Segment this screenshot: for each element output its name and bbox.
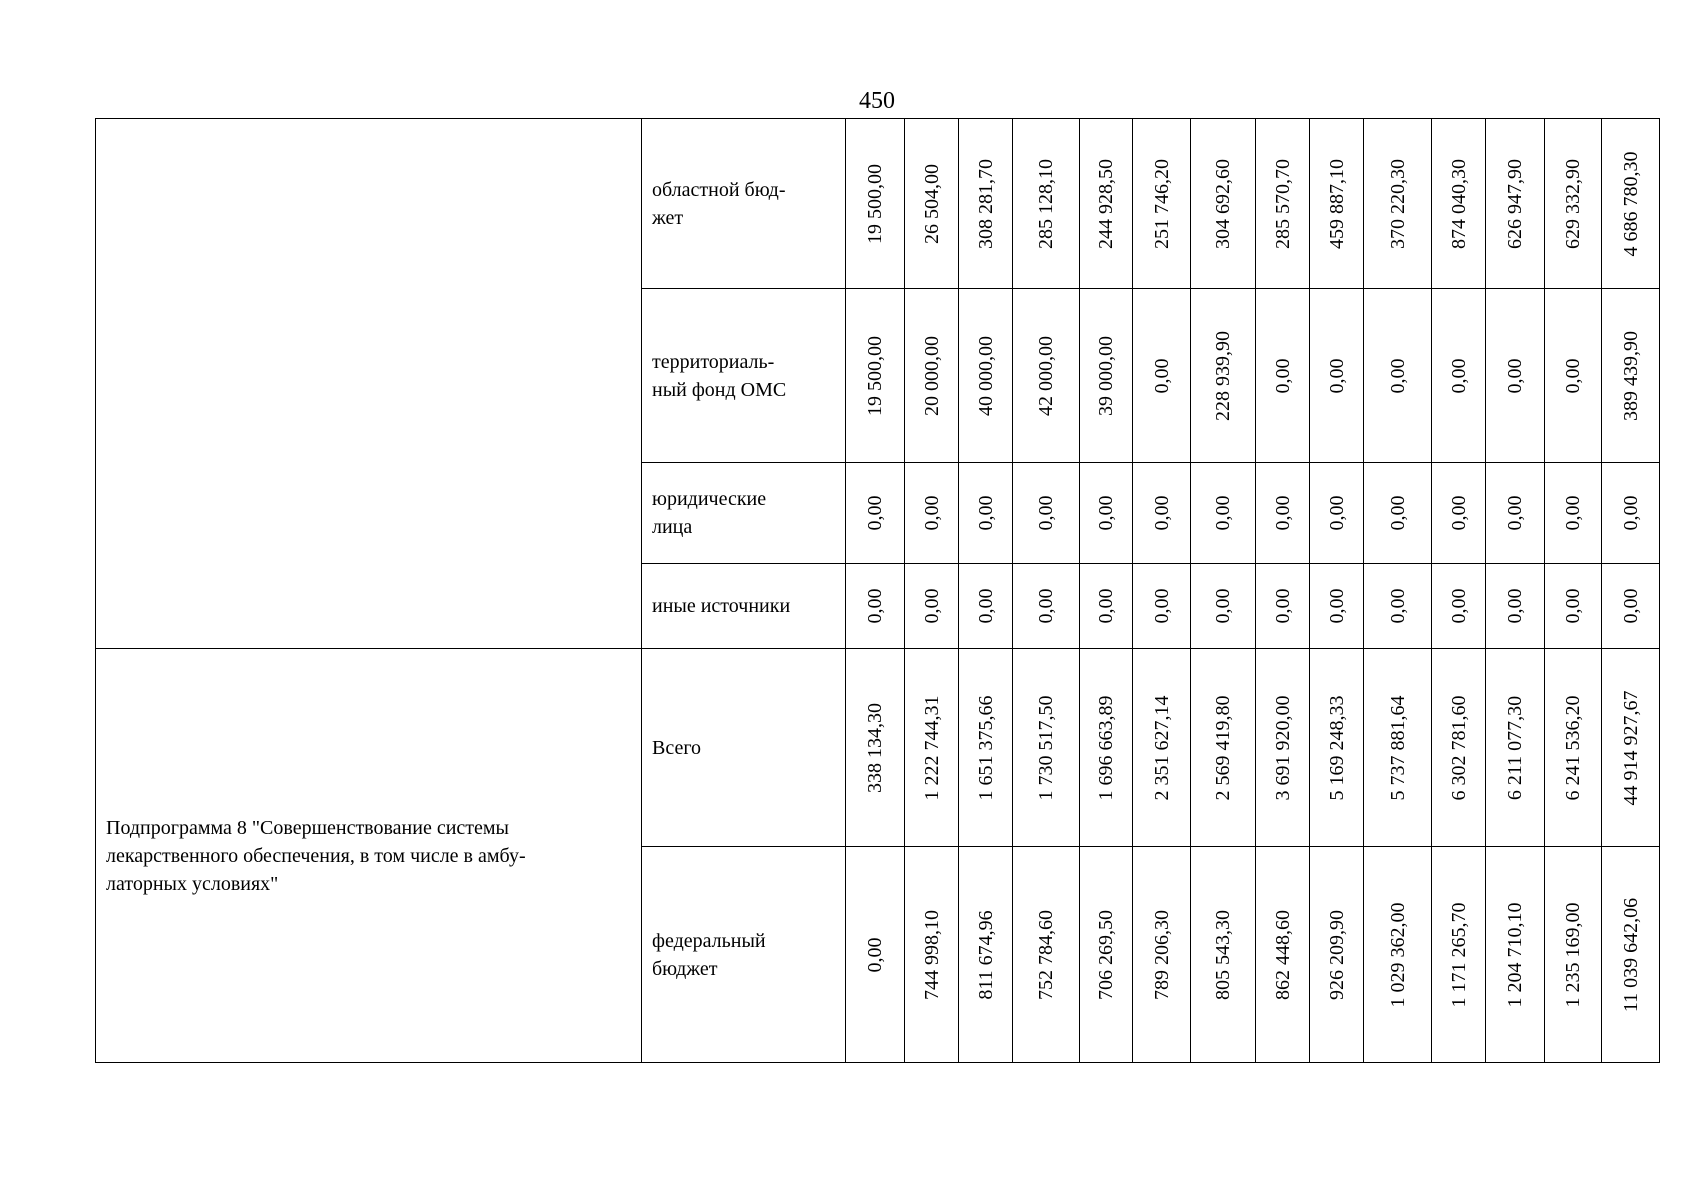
funding-source-cell: Всего	[642, 649, 846, 847]
value-text: 0,00	[1619, 588, 1642, 624]
value-cell	[1080, 847, 1133, 1063]
value-text: 926 209,90	[1325, 909, 1348, 1000]
value-text: 0,00	[1150, 588, 1173, 624]
value-text: 3 691 920,00	[1271, 695, 1294, 800]
value-text: 1 204 710,10	[1504, 902, 1526, 1007]
value-text: 5 169 248,33	[1325, 695, 1348, 800]
value-text: 1 651 375,66	[974, 695, 997, 800]
value-cell	[1545, 847, 1602, 1063]
value-text: 0,00	[1504, 495, 1526, 531]
value-cell	[1432, 289, 1486, 463]
value-cell	[1432, 649, 1486, 847]
value-cell	[1080, 564, 1133, 649]
value-cell	[905, 564, 959, 649]
funding-source-cell: иные источники	[642, 564, 846, 649]
value-cell	[1602, 847, 1660, 1063]
value-cell	[1191, 564, 1256, 649]
value-cell	[1080, 119, 1133, 289]
value-text: 789 206,30	[1150, 909, 1173, 1000]
value-cell	[1191, 847, 1256, 1063]
value-cell	[1310, 119, 1364, 289]
funding-source-cell: областной бюд- жет	[642, 119, 846, 289]
value-cell	[1364, 564, 1432, 649]
value-cell	[846, 649, 905, 847]
funding-source-cell: юридические лица	[642, 463, 846, 564]
funding-source-cell: федеральный бюджет	[642, 847, 846, 1063]
value-text: 0,00	[1035, 495, 1057, 531]
value-text: 308 281,70	[974, 158, 997, 249]
value-text: 1 730 517,50	[1035, 695, 1057, 800]
value-cell	[959, 289, 1013, 463]
value-text: 0,00	[1150, 358, 1173, 393]
value-text: 1 222 744,31	[920, 695, 943, 800]
value-cell	[1013, 564, 1080, 649]
program-name-cell	[96, 119, 642, 649]
value-cell	[1364, 119, 1432, 289]
table-row	[96, 649, 1660, 847]
value-text: 459 887,10	[1325, 158, 1348, 249]
value-text: 0,00	[1562, 358, 1584, 393]
value-text: 0,00	[864, 588, 886, 624]
value-cell	[905, 463, 959, 564]
value-cell	[846, 847, 905, 1063]
value-text: 0,00	[1562, 495, 1584, 531]
value-cell	[1080, 649, 1133, 847]
value-text: 0,00	[1447, 495, 1470, 531]
value-cell	[1602, 564, 1660, 649]
value-cell	[1256, 564, 1310, 649]
value-cell	[1133, 847, 1191, 1063]
value-text: 1 696 663,89	[1095, 695, 1117, 800]
value-text: 42 000,00	[1035, 335, 1057, 416]
value-cell	[905, 289, 959, 463]
value-cell	[1432, 463, 1486, 564]
value-text: 752 784,60	[1035, 909, 1057, 1000]
value-cell	[1310, 564, 1364, 649]
value-text: 6 302 781,60	[1447, 695, 1470, 800]
value-text: 805 543,30	[1212, 909, 1234, 1000]
value-cell	[1486, 289, 1545, 463]
value-text: 0,00	[1447, 588, 1470, 624]
value-cell	[1133, 564, 1191, 649]
value-cell	[1133, 119, 1191, 289]
value-cell	[1486, 564, 1545, 649]
value-cell	[1013, 119, 1080, 289]
value-text: 0,00	[1386, 358, 1409, 393]
value-text: 0,00	[864, 495, 886, 531]
value-text: 6 241 536,20	[1562, 695, 1584, 800]
value-text: 1 171 265,70	[1447, 902, 1470, 1007]
value-cell	[1256, 289, 1310, 463]
value-cell	[1545, 463, 1602, 564]
value-text: 0,00	[1386, 495, 1409, 531]
value-cell	[959, 564, 1013, 649]
value-cell	[1310, 649, 1364, 847]
value-cell	[1364, 289, 1432, 463]
value-cell	[1191, 119, 1256, 289]
value-cell	[1133, 289, 1191, 463]
value-text: 0,00	[864, 937, 886, 972]
value-cell	[1486, 847, 1545, 1063]
value-text: 370 220,30	[1386, 158, 1409, 249]
value-cell	[1545, 289, 1602, 463]
value-cell	[1486, 119, 1545, 289]
value-cell	[1432, 847, 1486, 1063]
value-cell	[1545, 119, 1602, 289]
value-text: 6 211 077,30	[1504, 695, 1526, 800]
value-text: 0,00	[1095, 495, 1117, 531]
value-cell	[846, 289, 905, 463]
value-text: 0,00	[1504, 588, 1526, 624]
value-text: 0,00	[1035, 588, 1057, 624]
value-text: 2 569 419,80	[1212, 695, 1234, 800]
value-cell	[1013, 847, 1080, 1063]
value-text: 862 448,60	[1271, 909, 1294, 1000]
value-cell	[846, 119, 905, 289]
value-cell	[1545, 564, 1602, 649]
value-text: 39 000,00	[1095, 335, 1117, 416]
value-cell	[1133, 649, 1191, 847]
value-cell	[846, 564, 905, 649]
value-text: 5 737 881,64	[1386, 695, 1409, 800]
value-text: 0,00	[974, 495, 997, 531]
value-cell	[1013, 463, 1080, 564]
value-cell	[1364, 649, 1432, 847]
value-text: 285 128,10	[1035, 158, 1057, 249]
value-cell	[1602, 119, 1660, 289]
value-text: 0,00	[1150, 495, 1173, 531]
value-cell	[1256, 119, 1310, 289]
value-cell	[905, 649, 959, 847]
value-cell	[905, 119, 959, 289]
value-text: 40 000,00	[974, 335, 997, 416]
value-cell	[1256, 847, 1310, 1063]
value-cell	[1602, 463, 1660, 564]
value-cell	[1486, 649, 1545, 847]
value-text: 389 439,90	[1619, 330, 1642, 421]
value-cell	[1191, 463, 1256, 564]
value-text: 1 235 169,00	[1562, 902, 1584, 1007]
value-cell	[905, 847, 959, 1063]
value-text: 26 504,00	[920, 163, 943, 244]
value-cell	[1310, 289, 1364, 463]
value-cell	[1256, 463, 1310, 564]
value-cell	[1133, 463, 1191, 564]
value-text: 19 500,00	[864, 335, 886, 416]
value-text: 20 000,00	[920, 335, 943, 416]
value-cell	[1080, 463, 1133, 564]
value-text: 44 914 927,67	[1619, 690, 1642, 805]
value-text: 626 947,90	[1504, 158, 1526, 249]
value-cell	[1432, 564, 1486, 649]
value-text: 629 332,90	[1562, 158, 1584, 249]
table-row	[96, 119, 1660, 289]
value-text: 0,00	[1386, 588, 1409, 624]
value-cell	[1602, 289, 1660, 463]
value-cell	[1080, 289, 1133, 463]
value-text: 244 928,50	[1095, 158, 1117, 249]
value-text: 338 134,30	[864, 702, 886, 793]
value-text: 1 029 362,00	[1386, 902, 1409, 1007]
value-cell	[1013, 289, 1080, 463]
value-text: 0,00	[1271, 358, 1294, 393]
value-text: 2 351 627,14	[1150, 695, 1173, 800]
value-cell	[959, 847, 1013, 1063]
value-text: 0,00	[1271, 495, 1294, 531]
funding-source-cell: территориаль- ный фонд ОМС	[642, 289, 846, 463]
value-text: 4 686 780,30	[1619, 151, 1642, 256]
value-cell	[1191, 289, 1256, 463]
value-text: 0,00	[1212, 495, 1234, 531]
value-cell	[1310, 463, 1364, 564]
value-text: 228 939,90	[1212, 330, 1234, 421]
value-text: 0,00	[1325, 495, 1348, 531]
value-text: 11 039 642,06	[1619, 897, 1642, 1012]
value-text: 251 746,20	[1150, 158, 1173, 249]
value-text: 874 040,30	[1447, 158, 1470, 249]
value-cell	[1364, 463, 1432, 564]
value-cell	[1191, 649, 1256, 847]
value-cell	[1602, 649, 1660, 847]
value-cell	[1013, 649, 1080, 847]
program-name-cell: Подпрограмма 8 "Совершенствование системы лекарственного обеспечения, в том числе в амбу- латорных условиях"	[96, 649, 642, 1063]
value-cell	[959, 463, 1013, 564]
value-text: 304 692,60	[1212, 158, 1234, 249]
value-cell	[1364, 847, 1432, 1063]
value-text: 0,00	[1271, 588, 1294, 624]
value-text: 0,00	[1619, 495, 1642, 531]
value-text: 0,00	[920, 588, 943, 624]
value-cell	[1545, 649, 1602, 847]
value-cell	[1486, 463, 1545, 564]
budget-table	[95, 118, 1660, 1063]
page-number: 450	[859, 88, 895, 114]
value-cell	[1432, 119, 1486, 289]
value-text: 285 570,70	[1271, 158, 1294, 249]
value-text: 0,00	[1325, 358, 1348, 393]
value-cell	[846, 463, 905, 564]
value-text: 0,00	[974, 588, 997, 624]
value-text: 0,00	[1562, 588, 1584, 624]
value-text: 0,00	[1325, 588, 1348, 624]
value-text: 706 269,50	[1095, 909, 1117, 1000]
value-text: 0,00	[1095, 588, 1117, 624]
value-text: 744 998,10	[920, 909, 943, 1000]
value-cell	[1310, 847, 1364, 1063]
value-cell	[959, 649, 1013, 847]
value-text: 0,00	[1212, 588, 1234, 624]
value-cell	[959, 119, 1013, 289]
value-text: 19 500,00	[864, 163, 886, 244]
value-text: 0,00	[1504, 358, 1526, 393]
value-text: 0,00	[1447, 358, 1470, 393]
value-text: 811 674,96	[974, 909, 997, 1000]
value-cell	[1256, 649, 1310, 847]
value-text: 0,00	[920, 495, 943, 531]
